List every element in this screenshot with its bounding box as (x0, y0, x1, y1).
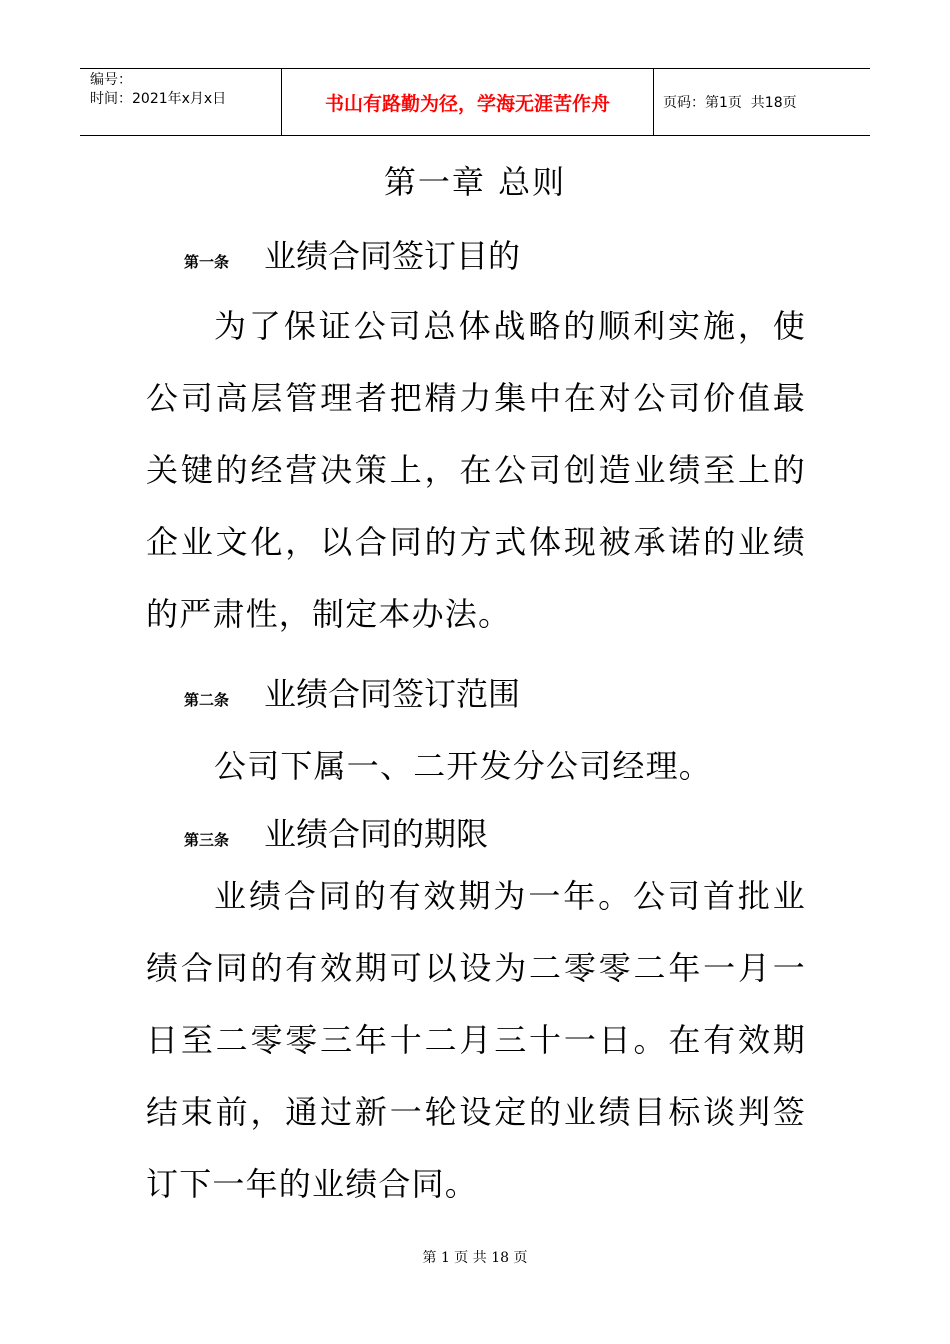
page-footer: 第 1 页 共 18 页 (422, 1250, 528, 1266)
article-title: 业绩合同签订范围 (264, 675, 521, 713)
article-paragraph-1: 为了保证公司总体战略的顺利实施，使公司高层管理者把精力集中在对公司价值最关键的经营决策上，在公司创造业绩至上的企业文化，以合同的方式体现被承诺的业绩的严肃性，制定本办法。 (146, 307, 806, 633)
article-heading-1 (184, 234, 520, 284)
time-label: 时间：2021年x月x日 (90, 91, 227, 107)
document-header (80, 68, 870, 136)
article-number: 第二条 (184, 691, 230, 709)
chapter-title: 第一章 总则 (383, 163, 567, 201)
article-title: 业绩合同的期限 (264, 815, 489, 853)
article-number: 第一条 (184, 253, 230, 271)
header-motto: 书山有路勤为径，学海无涯苦作舟 (282, 69, 654, 135)
article-paragraph-2: 公司下属一、二开发分公司经理。 (214, 747, 713, 785)
serial-number-label: 编号： (90, 72, 132, 88)
article-number: 第三条 (184, 831, 230, 849)
header-page-info (654, 69, 870, 135)
article-title: 业绩合同签订目的 (264, 237, 521, 275)
article-paragraph-3: 业绩合同的有效期为一年。公司首批业绩合同的有效期可以设为二零零二年一月一日至二零零三年十二月三十一日。在有效期结束前，通过新一轮设定的业绩目标谈判签订下一年的业绩合同。 (146, 877, 806, 1203)
article-heading-3 (184, 812, 488, 862)
article-heading-2 (184, 672, 520, 722)
page-info-text: 页码：第1页 共18页 (663, 95, 797, 111)
header-meta (80, 69, 282, 135)
